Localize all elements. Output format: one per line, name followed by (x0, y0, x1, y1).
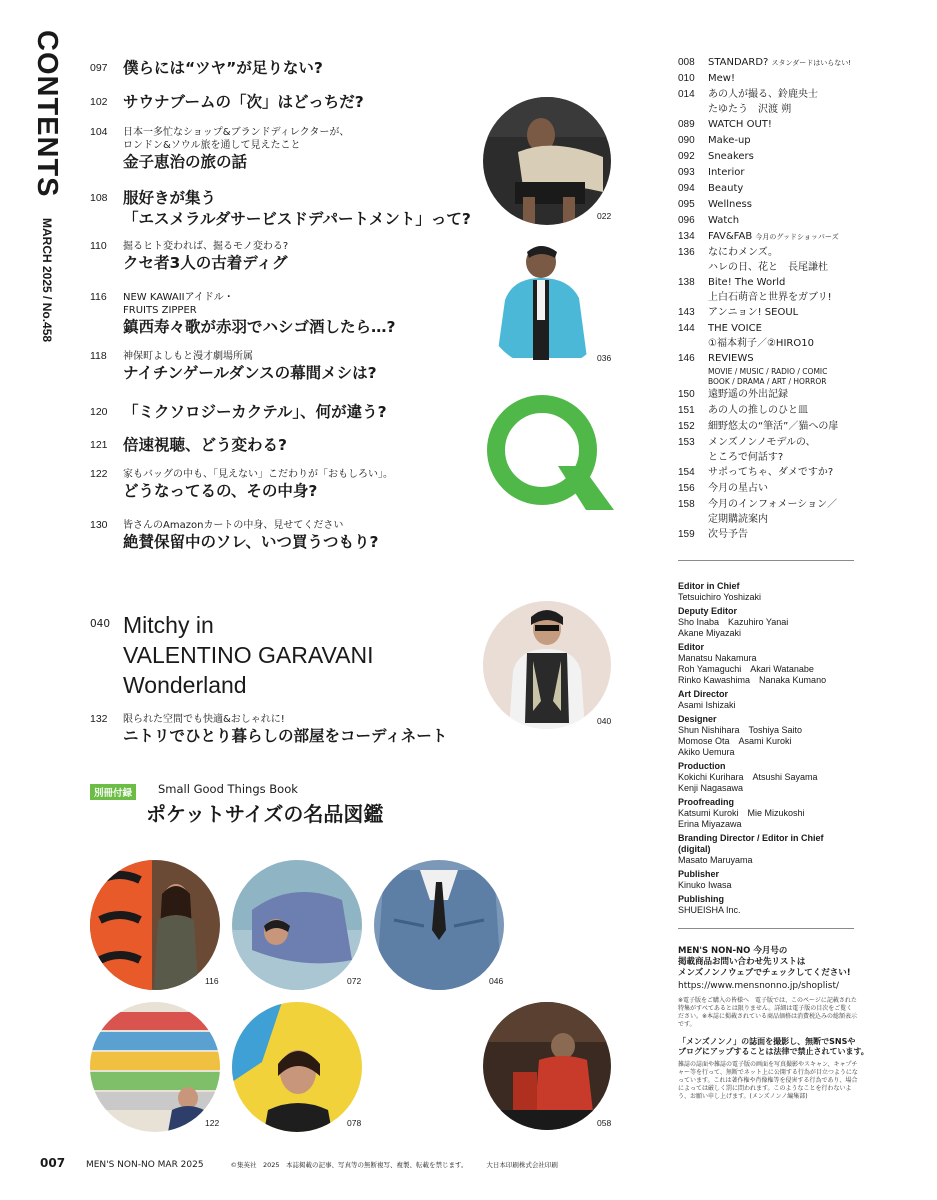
index-item-144[interactable] (678, 321, 858, 351)
index-item-153[interactable] (678, 435, 858, 465)
feature-title-line: VALENTINO GARAVANI (123, 642, 374, 668)
index-title: 次号予告 (708, 529, 748, 540)
shoplist-line: MEN'S NON-NO 今月号の (678, 946, 788, 956)
shoplist-url[interactable]: https://www.mensnonno.jp/shoplist/ (678, 981, 840, 991)
entry-title: サウナブームの「次」はどっちだ? (123, 93, 364, 111)
index-title: Make-up (708, 135, 751, 146)
entry-title: クセ者3人の古着ディグ (123, 254, 288, 272)
index-item-143[interactable] (678, 305, 858, 321)
entry-page-number: 132 (90, 713, 108, 725)
index-item-138[interactable] (678, 275, 858, 305)
staff-role: Publisher (678, 869, 720, 879)
contents-heading: CONTENTS (31, 30, 63, 198)
index-title: Wellness (708, 199, 752, 210)
page-footer (40, 1156, 558, 1170)
entry-title: 金子恵治の旅の話 (123, 153, 248, 171)
staff-names: Asami Ishizaki (678, 700, 736, 710)
staff-role: Designer (678, 714, 717, 724)
copyright-notice: 雑誌の誌面や雑誌の電子版の画面を写真撮影やスキャン、キャプチャー等を行って、無断でネット上に公開する行為が目立つようになっています。これは著作権や肖像権等を侵害する行為であり、場合によっては厳しく罰に問われます。このようなことを行わないよう、お願い申し上げます。(メンズノンノ編集部) (678, 1061, 858, 1100)
sns-warning-line: ブログにアップすることは法律で禁止されています。 (678, 1047, 869, 1056)
index-page-number: 094 (678, 183, 695, 194)
shoplist-line: メンズノンノウェブでチェックしてください! (678, 968, 851, 978)
index-title: THE VOICE (708, 323, 762, 334)
index-page-number: 134 (678, 231, 695, 242)
entry-subtitle: ロンドン&ソウル旅を通して見えたこと (123, 140, 301, 151)
entry-title: 「ミクソロジーカクテル」、何が違う? (123, 403, 387, 421)
index-title: Sneakers (708, 151, 754, 162)
staff-names: Shun Nishihara Toshiya Saito (678, 725, 803, 735)
entry-subtitle: FRUITS ZIPPER (123, 305, 197, 316)
photo-078[interactable] (232, 1002, 362, 1132)
index-title: 遠野遥の外出記録 (708, 389, 788, 400)
staff-role: Art Director (678, 689, 729, 699)
entry-title: 鎮西寿々歌が赤羽でハシゴ酒したら…? (123, 318, 396, 336)
entry-page-number: 120 (90, 406, 108, 418)
staff-names: Momose Ota Asami Kuroki (678, 736, 792, 746)
index-item-156[interactable] (678, 481, 858, 497)
index-page-number: 008 (678, 57, 695, 68)
index-page-number: 152 (678, 421, 695, 432)
staff-role: Proofreading (678, 797, 735, 807)
copyright-line: ©集英社 2025 本誌掲載の記事、写真等の無断複写、複製、転載を禁じます。 (230, 1161, 468, 1169)
divider (678, 928, 854, 929)
index-page-number: 151 (678, 405, 695, 416)
entry-title: どうなってるの、その中身? (123, 482, 318, 500)
magazine-issue: MEN'S NON-NO MAR 2025 (85, 1160, 204, 1170)
photo-label-058: 058 (597, 1118, 612, 1128)
index-small-caption: 今月のグッドショッパーズ (755, 233, 839, 241)
entry-page-number: 108 (90, 192, 108, 204)
entry-title: 「エスメラルダサービスドデパートメント」って? (123, 210, 471, 228)
shoplist-notice (678, 946, 869, 1101)
staff-role: Production (678, 761, 726, 771)
index-title: あの人が撮る、鈴鹿央士 (708, 89, 818, 100)
entry-page-number: 116 (90, 291, 107, 303)
staff-names: Kenji Nagasawa (678, 783, 744, 793)
index-title-line2: 上白石萌音と世界をガブリ! (708, 292, 832, 303)
entry-page-number: 104 (90, 126, 108, 138)
entry-page-number: 110 (90, 240, 107, 252)
index-item-134[interactable] (678, 229, 858, 245)
supplement-tag: 別冊付録 (90, 784, 136, 800)
photo-036[interactable] (483, 240, 611, 368)
index-item-158[interactable] (678, 497, 858, 527)
staff-names: Kinuko Iwasa (678, 880, 732, 890)
index-item-159[interactable] (678, 527, 858, 543)
entry-subtitle: 掘るヒト変われば、掘るモノ変わる? (123, 241, 289, 252)
printer-credit: 大日本印刷株式会社印刷 (486, 1161, 558, 1169)
index-title: 今月の星占い (708, 483, 768, 494)
index-item-090[interactable] (678, 133, 858, 149)
index-title: Interior (708, 167, 745, 178)
index-title-line2: ところで何話す? (708, 452, 784, 463)
index-item-154[interactable] (678, 465, 858, 481)
index-page-number: 144 (678, 323, 695, 334)
index-title: REVIEWS (708, 353, 754, 364)
photo-label-040: 040 (597, 716, 612, 726)
index-item-094[interactable] (678, 181, 858, 197)
staff-role: Editor in Chief (678, 581, 740, 591)
index-page-number: 092 (678, 151, 695, 162)
q-logo-icon (482, 392, 614, 514)
index-item-014[interactable] (678, 87, 858, 117)
issue-info: MARCH 2025 / No.458 (40, 217, 54, 342)
feature-title-line: Mitchy in (123, 612, 214, 638)
entry-title: ナイチンゲールダンスの幕間メシは? (123, 364, 377, 382)
divider (678, 560, 854, 561)
page-number: 007 (40, 1156, 66, 1170)
entry-subtitle: NEW KAWAIIアイドル・ (123, 292, 234, 303)
photo-label-116: 116 (205, 976, 219, 986)
index-item-092[interactable] (678, 149, 858, 165)
entry-page-number: 121 (90, 439, 108, 451)
photo-122[interactable] (90, 1002, 220, 1132)
index-page-number: 136 (678, 247, 695, 258)
feature-title-line: Wonderland (123, 672, 247, 698)
index-item-093[interactable] (678, 165, 858, 181)
index-item-150[interactable] (678, 387, 858, 403)
index-subline: BOOK / DRAMA / ART / HORROR (708, 377, 827, 386)
index-title: メンズノンノモデルの、 (708, 437, 816, 448)
index-title-line2: ①福本莉子／②HIRO10 (708, 338, 814, 349)
index-page-number: 154 (678, 467, 695, 478)
feature-title[interactable] (123, 610, 374, 700)
entry-subtitle: 皆さんのAmazonカートの中身、見せてください (123, 520, 344, 531)
index-page-number: 096 (678, 215, 695, 226)
staff-names: Sho Inaba Kazuhiro Yanai (678, 617, 789, 627)
index-title: STANDARD? (708, 57, 769, 68)
supplement-title[interactable]: ポケットサイズの名品図鑑 (146, 802, 384, 826)
staff-role: Publishing (678, 894, 724, 904)
index-title: あの人の推しのひと皿 (708, 405, 808, 416)
index-title: Beauty (708, 183, 744, 194)
index-item-095[interactable] (678, 197, 858, 213)
index-item-151[interactable] (678, 403, 858, 419)
index-page-number: 138 (678, 277, 695, 288)
index-title-line2: たゆたう 沢渡 朔 (708, 104, 792, 115)
photo-058[interactable] (483, 1002, 611, 1130)
entry-subtitle: 限られた空間でも快適&おしゃれに! (123, 714, 285, 725)
entry-page-number: 118 (90, 350, 107, 362)
staff-names: Roh Yamaguchi Akari Watanabe (678, 664, 814, 674)
index-item-010[interactable] (678, 71, 858, 87)
staff-names: Erina Miyazawa (678, 819, 742, 829)
index-page-number: 095 (678, 199, 695, 210)
index-page-number: 089 (678, 119, 695, 130)
masthead (30, 30, 63, 342)
photo-label-046: 046 (489, 976, 504, 986)
staff-role: Branding Director / Editor in Chief (digital) (678, 833, 824, 854)
entry-page-number: 122 (90, 468, 108, 480)
index-page-number: 158 (678, 499, 695, 510)
staff-role: Editor (678, 642, 704, 652)
staff-names: Tetsuichiro Yoshizaki (678, 592, 762, 602)
staff-names: Rinko Kawashima Nanaka Kumano (678, 675, 827, 685)
entry-page-number: 102 (90, 96, 108, 108)
index-title: 今月のインフォメーション／ (708, 499, 838, 510)
entry-title: 倍速視聴、どう変わる? (123, 436, 287, 454)
index-page-number: 159 (678, 529, 695, 540)
index-page-number: 093 (678, 167, 695, 178)
index-item-152[interactable] (678, 419, 858, 435)
index-page-number: 014 (678, 89, 695, 100)
index-page-number: 146 (678, 353, 695, 364)
index-item-146[interactable] (678, 351, 858, 387)
index-subline: MOVIE / MUSIC / RADIO / COMIC (708, 367, 828, 376)
index-page-number: 156 (678, 483, 695, 494)
index-title: FAV&FAB (708, 231, 753, 242)
entry-title: ニトリでひとり暮らしの部屋をコーディネート (123, 727, 448, 745)
photo-label-122: 122 (205, 1118, 220, 1128)
entry-title: 僕らには“ツヤ”が足りない? (123, 59, 323, 77)
index-small-caption: スタンダードはいらない! (771, 59, 852, 67)
photo-040[interactable] (483, 601, 611, 729)
index-page-number: 090 (678, 135, 695, 146)
entry-title: 服好きが集う (123, 189, 217, 207)
staff-names: Kokichi Kurihara Atsushi Sayama (678, 772, 818, 782)
regular-index (678, 55, 858, 543)
feature-page-number: 040 (90, 618, 111, 630)
staff-names: Manatsu Nakamura (678, 653, 757, 663)
index-title: サポってちゃ、ダメですか? (708, 467, 834, 478)
supplement-subtitle: Small Good Things Book (158, 782, 298, 796)
entry-subtitle: 神保町よしもと漫才劇場所属 (123, 351, 253, 362)
index-title-line2: ハレの日、花と 長尾謙杜 (708, 262, 828, 273)
index-title: WATCH OUT! (708, 119, 772, 130)
index-item-096[interactable] (678, 213, 858, 229)
entry-subtitle: 家もバッグの中も、「見えない」こだわりが「おもしろい」。 (123, 469, 393, 480)
staff-names: SHUEISHA Inc. (678, 905, 741, 915)
staff-names: Katsumi Kuroki Mie Mizukoshi (678, 808, 805, 818)
index-item-089[interactable] (678, 117, 858, 133)
index-page-number: 010 (678, 73, 695, 84)
index-title: 細野悠太の“筆活”／猫への扉 (708, 421, 839, 432)
shoplist-line: 掲載商品お問い合わせ先リストは (678, 957, 806, 967)
photo-022[interactable] (483, 97, 611, 225)
photo-label-078: 078 (347, 1118, 362, 1128)
photo-116[interactable] (90, 860, 220, 990)
index-item-008[interactable] (678, 55, 858, 71)
staff-names: Akane Miyazaki (678, 628, 742, 638)
index-page-number: 150 (678, 389, 695, 400)
staff-role: Deputy Editor (678, 606, 738, 616)
index-title: Mew! (708, 73, 735, 84)
index-page-number: 153 (678, 437, 695, 448)
index-title: なにわメンズ。 (708, 247, 778, 258)
photo-072[interactable] (232, 860, 362, 990)
entry-page-number: 097 (90, 62, 108, 74)
index-page-number: 143 (678, 307, 695, 318)
photo-label-036: 036 (597, 353, 612, 363)
photo-046[interactable] (374, 860, 504, 990)
index-title: Bite! The World (708, 277, 786, 288)
sns-warning-line: 「メンズノンノ」の誌面を撮影し、無断でSNSや (678, 1037, 856, 1046)
photo-label-022: 022 (597, 211, 612, 221)
entry-subtitle: 日本一多忙なショップ&ブランドディレクターが、 (123, 127, 350, 138)
photo-label-072: 072 (347, 976, 362, 986)
staff-credits (678, 578, 858, 916)
index-title: Watch (708, 215, 740, 226)
digital-edition-note: ※電子版をご購入の皆様へ 電子版では、このページに記載された特集がすべてあるとは限りません。詳細は電子版の目次をご覧ください。※本誌に掲載されている商品価格は消費税込みの総額表示です。 (678, 997, 858, 1028)
index-title: アンニョン! SEOUL (708, 307, 799, 318)
index-title-line2: 定期購読案内 (708, 514, 768, 525)
entry-title: 絶賛保留中のソレ、いつ買うつもり? (123, 533, 379, 551)
staff-names: Akiko Uemura (678, 747, 735, 757)
staff-names: Masato Maruyama (678, 855, 753, 865)
index-item-136[interactable] (678, 245, 858, 275)
entry-page-number: 130 (90, 519, 108, 531)
